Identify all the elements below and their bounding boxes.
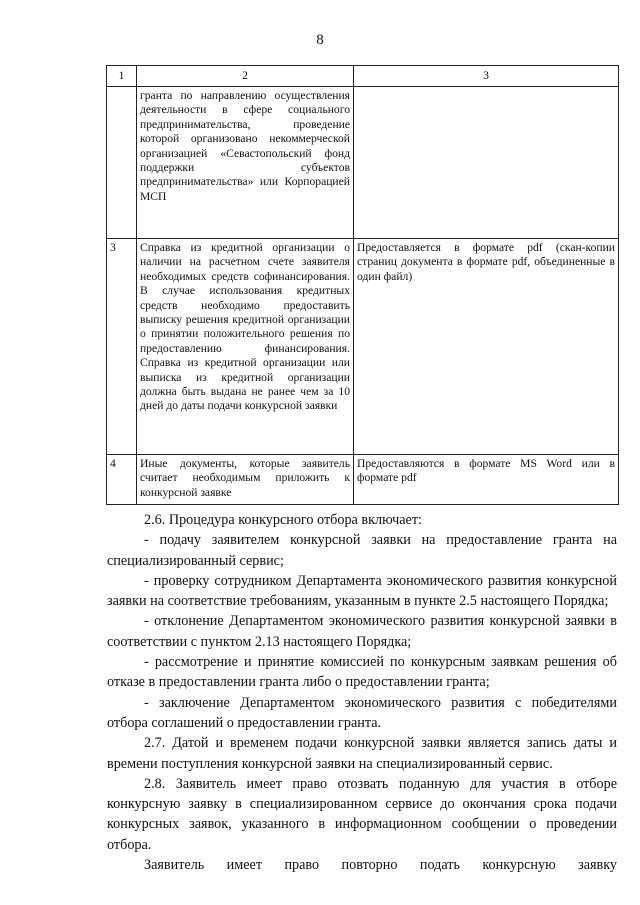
list-item: - заключение Департаментом экономического развития с победителями отбора соглашений о предоставлении гранта. (107, 694, 617, 731)
list-item: - отклонение Департаментом экономического развития конкурсной заявки в соответствии с пунктом 2.13 настоящего Порядка; (107, 613, 617, 650)
list-item: - подачу заявителем конкурсной заявки на предоставление гранта на специализированный сервис; (107, 532, 617, 569)
row-number: 4 (107, 455, 137, 505)
section-heading-2-6: 2.6. Процедура конкурсного отбора включает: (144, 512, 422, 528)
body-text (107, 510, 617, 875)
table-header-cell: 2 (137, 66, 354, 87)
format-requirement (354, 87, 619, 239)
list-item: - рассмотрение и принятие комиссией по конкурсным заявкам решения об отказе в предоставлении гранта либо о предоставлении гранта; (107, 654, 617, 691)
documents-table (106, 65, 619, 505)
paragraph-2-8: 2.8. Заявитель имеет право отозвать поданную для участия в отборе конкурсную заявку в специализированном сервисе до окончания срока подачи конкурсных заявок, указанного в информационном сообщении о проведении отбора. (107, 775, 617, 853)
table-row (107, 239, 619, 455)
row-number (107, 87, 137, 239)
list-item: - проверку сотрудником Департамента экономического развития конкурсной заявки на соответствие требованиям, указанным в пункте 2.5 настоящего Порядка; (107, 572, 617, 610)
format-requirement: Предоставляется в формате pdf (скан-копии страниц документа в формате pdf, объединенные в один файл) (354, 239, 619, 455)
table-header-cell: 3 (354, 66, 619, 87)
table-row (107, 87, 619, 239)
page-number: 8 (316, 32, 324, 48)
document-description: Справка из кредитной организации о наличии на расчетном счете заявителя необходимых средств софинансирования. В случае использования кредитных средств необходимо предоставить выписку решения кредитной организации о принятии положительного решения по предоставлению финансирования. Справка из кредитной организации или выписка из кредитной организации должна быть выдана не ранее чем за 10 дней до даты подачи конкурсной заявки (137, 239, 354, 455)
paragraph-2-7: 2.7. Датой и временем подачи конкурсной заявки является запись даты и времени поступления конкурсной заявки на специализированный сервис. (107, 735, 617, 772)
table-row (107, 455, 619, 505)
table-header-cell: 1 (107, 66, 137, 87)
document-description: Иные документы, которые заявитель считает необходимым приложить к конкурсной заявке (137, 455, 354, 505)
paragraph-continuation: Заявитель имеет право повторно подать конкурсную заявку (144, 857, 617, 874)
document-description: гранта по направлению осуществления деятельности в сфере социального предпринимательства, проведение которой организовано некоммерческой организацией «Севастопольский фонд поддержки субъектов предпринимательства» или Корпорацией МСП (137, 87, 354, 239)
format-requirement: Предоставляются в формате MS Word или в формате pdf (354, 455, 619, 505)
row-number: 3 (107, 239, 137, 455)
table-header-row (107, 66, 619, 87)
